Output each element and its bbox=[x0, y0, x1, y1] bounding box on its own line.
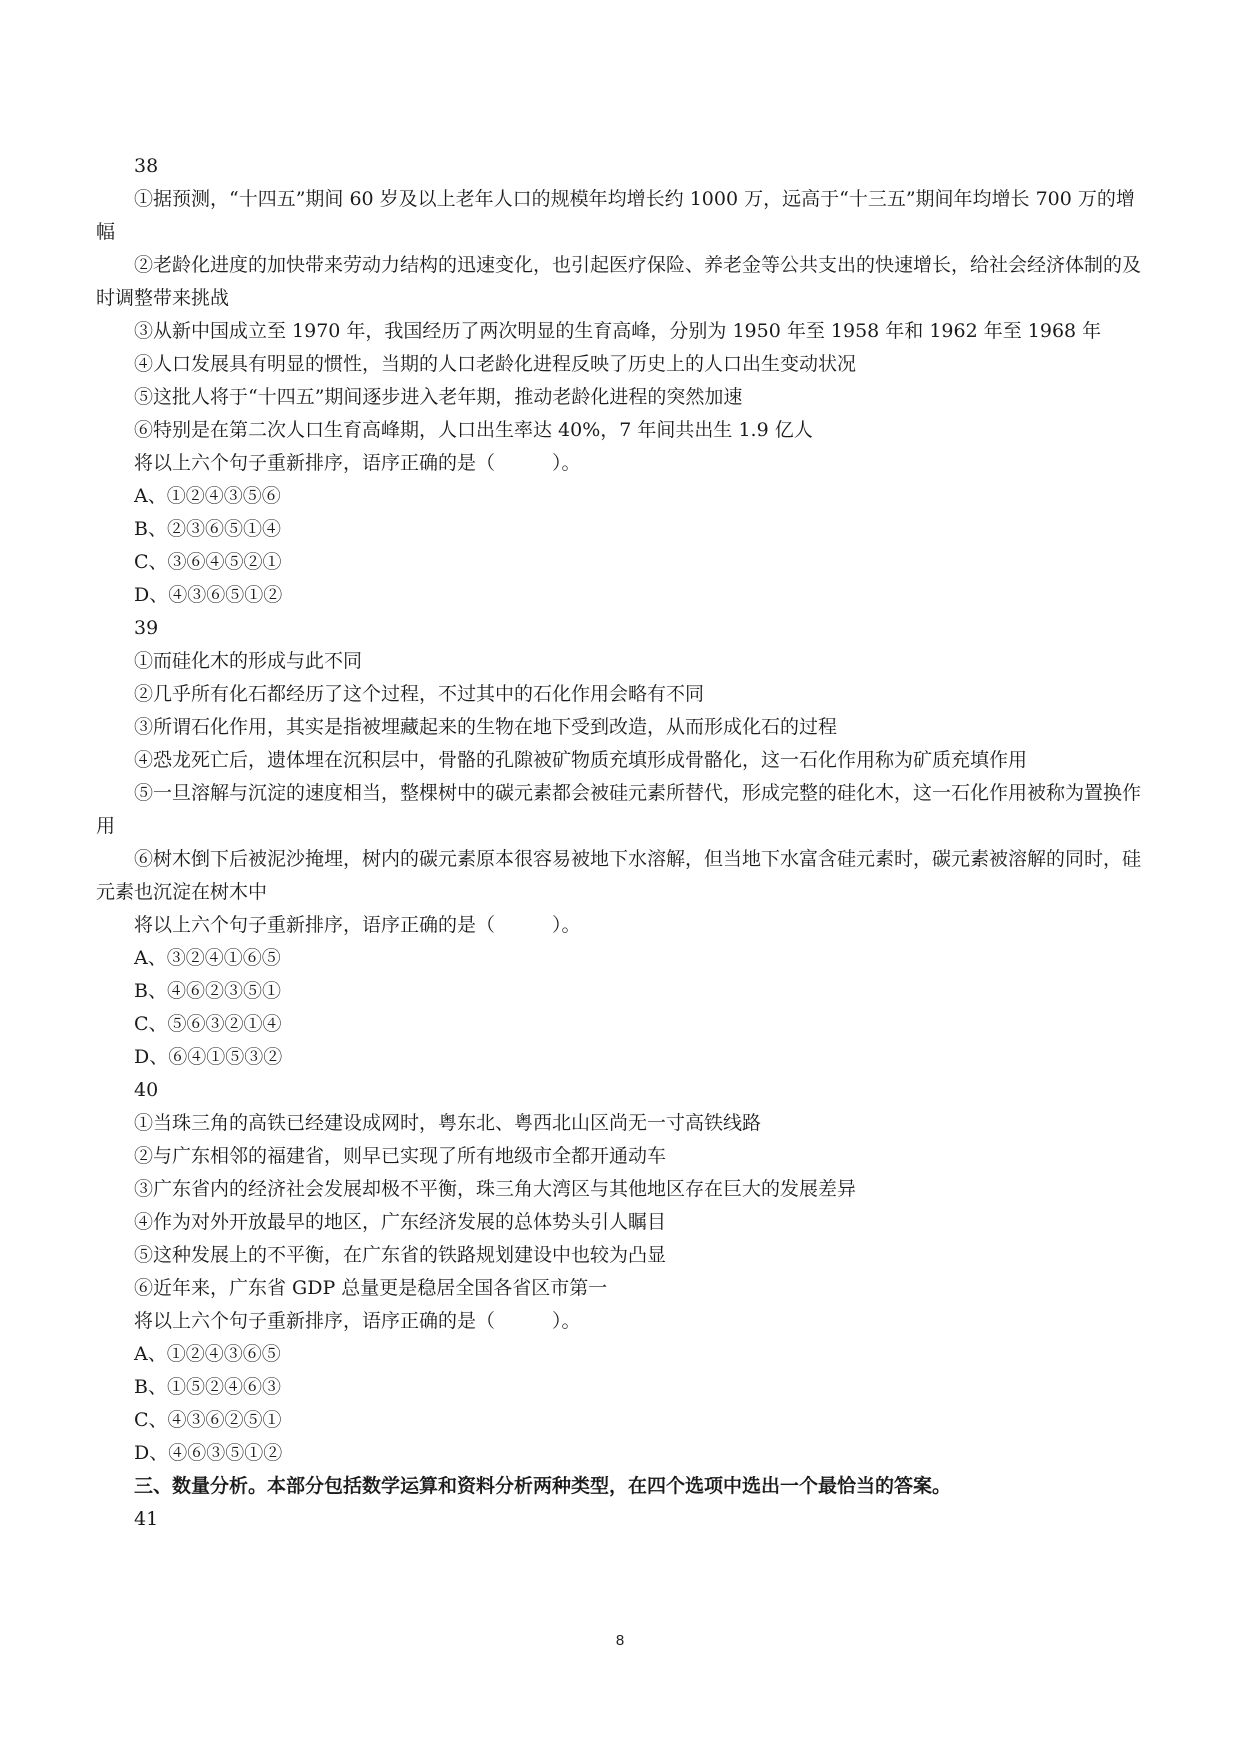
question-number: 39 bbox=[134, 617, 159, 639]
question-prompt: 将以上六个句子重新排序，语序正确的是（ ）。 bbox=[134, 914, 581, 936]
question-prompt: 将以上六个句子重新排序，语序正确的是（ ）。 bbox=[134, 452, 581, 474]
sentence-3: ③广东省内的经济社会发展却极不平衡，珠三角大湾区与其他地区存在巨大的发展差异 bbox=[134, 1178, 857, 1200]
sentence-2: ②与广东相邻的福建省，则早已实现了所有地级市全都开通动车 bbox=[134, 1145, 667, 1167]
sentence-6: ⑥特别是在第二次人口生育高峰期，人口出生率达 40%，7 年间共出生 1.9 亿人 bbox=[134, 419, 813, 441]
question-number: 40 bbox=[134, 1079, 159, 1101]
question-40 bbox=[96, 1074, 1144, 1470]
sentence-4: ④作为对外开放最早的地区，广东经济发展的总体势头引人瞩目 bbox=[134, 1211, 667, 1233]
option-c: C、⑤⑥③②①④ bbox=[134, 1013, 282, 1035]
option-d: D、⑥④①⑤③② bbox=[134, 1046, 283, 1068]
option-b: B、④⑥②③⑤① bbox=[134, 980, 281, 1002]
sentence-3: ③从新中国成立至 1970 年，我国经历了两次明显的生育高峰，分别为 1950 年至 1958 年和 1962 年至 1968 年 bbox=[134, 320, 1102, 342]
option-d: D、④③⑥⑤①② bbox=[134, 584, 283, 606]
section-heading: 三、数量分析。本部分包括数学运算和资料分析两种类型，在四个选项中选出一个最恰当的答案。 bbox=[134, 1475, 952, 1497]
question-prompt: 将以上六个句子重新排序，语序正确的是（ ）。 bbox=[134, 1310, 581, 1332]
option-b: B、①⑤②④⑥③ bbox=[134, 1376, 281, 1398]
question-number: 38 bbox=[134, 155, 159, 177]
sentence-5: ⑤这批人将于“十四五”期间逐步进入老年期，推动老龄化进程的突然加速 bbox=[134, 386, 743, 408]
sentence-4: ④人口发展具有明显的惯性，当期的人口老龄化进程反映了历史上的人口出生变动状况 bbox=[134, 353, 857, 375]
sentence-1: ①当珠三角的高铁已经建设成网时，粤东北、粤西北山区尚无一寸高铁线路 bbox=[134, 1112, 762, 1134]
option-c: C、③⑥④⑤②① bbox=[134, 551, 282, 573]
sentence-1: ①而硅化木的形成与此不同 bbox=[134, 650, 363, 672]
option-b: B、②③⑥⑤①④ bbox=[134, 518, 281, 540]
sentence-2: ②几乎所有化石都经历了这个过程，不过其中的石化作用会略有不同 bbox=[134, 683, 705, 705]
question-38 bbox=[96, 150, 1144, 612]
question-39 bbox=[96, 612, 1144, 1074]
sentence-1: ①据预测，“十四五”期间 60 岁及以上老年人口的规模年均增长约 1000 万，远高于“十三五”期间年均增长 700 万的增幅 bbox=[96, 188, 1135, 243]
option-a: A、①②④③⑥⑤ bbox=[134, 1343, 281, 1365]
page-number: 8 bbox=[615, 1632, 625, 1649]
sentence-5: ⑤这种发展上的不平衡，在广东省的铁路规划建设中也较为凸显 bbox=[134, 1244, 667, 1266]
sentence-4: ④恐龙死亡后，遗体埋在沉积层中，骨骼的孔隙被矿物质充填形成骨骼化，这一石化作用称为矿质充填作用 bbox=[134, 749, 1028, 771]
option-a: A、③②④①⑥⑤ bbox=[134, 947, 281, 969]
option-d: D、④⑥③⑤①② bbox=[134, 1442, 283, 1464]
option-a: A、①②④③⑤⑥ bbox=[134, 485, 281, 507]
document-body bbox=[96, 150, 1144, 1536]
option-c: C、④③⑥②⑤① bbox=[134, 1409, 282, 1431]
sentence-2: ②老龄化进度的加快带来劳动力结构的迅速变化，也引起医疗保险、养老金等公共支出的快速增长，给社会经济体制的及时调整带来挑战 bbox=[96, 254, 1142, 309]
sentence-5: ⑤一旦溶解与沉淀的速度相当，整棵树中的碳元素都会被硅元素所替代，形成完整的硅化木，这一石化作用被称为置换作用 bbox=[96, 782, 1142, 837]
question-41-number: 41 bbox=[134, 1508, 159, 1530]
sentence-6: ⑥近年来，广东省 GDP 总量更是稳居全国各省区市第一 bbox=[134, 1277, 608, 1299]
sentence-3: ③所谓石化作用，其实是指被埋藏起来的生物在地下受到改造，从而形成化石的过程 bbox=[134, 716, 838, 738]
sentence-6: ⑥树木倒下后被泥沙掩埋，树内的碳元素原本很容易被地下水溶解，但当地下水富含硅元素时，碳元素被溶解的同时，硅元素也沉淀在树木中 bbox=[96, 848, 1142, 903]
